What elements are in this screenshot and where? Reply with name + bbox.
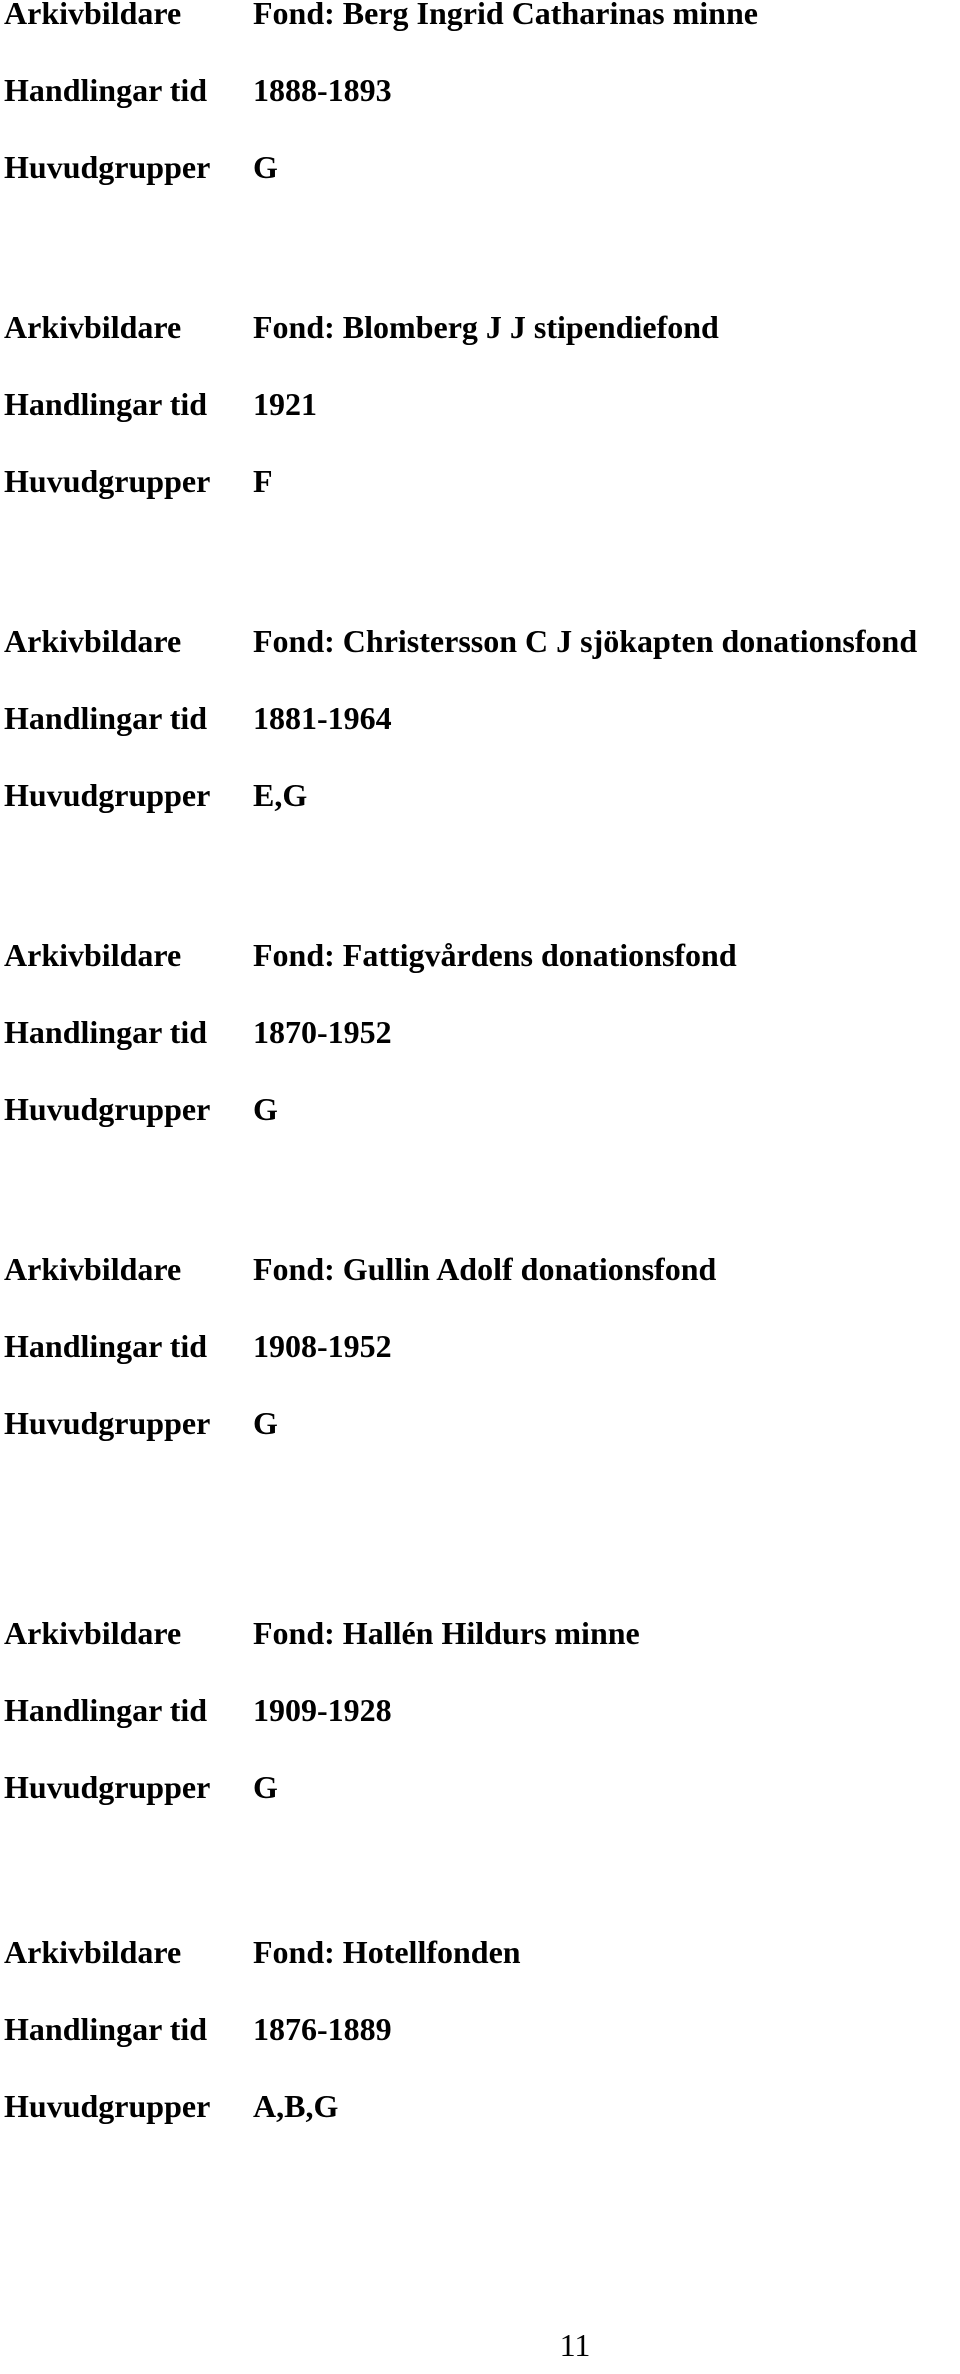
value-fond: Fond: Fattigvårdens donationsfond (253, 937, 737, 973)
row-arkivbildare (4, 309, 944, 386)
page-number: 11 (559, 2327, 591, 2363)
row-handlingar-tid (4, 700, 944, 777)
archive-entry (4, 1615, 944, 1846)
label-handlingar-tid: Handlingar tid (4, 700, 208, 736)
row-huvudgrupper (4, 463, 944, 540)
value-tid: 1881-1964 (253, 700, 392, 736)
value-tid: 1921 (253, 386, 317, 422)
value-grupper: E,G (253, 777, 308, 813)
row-arkivbildare (4, 937, 944, 1014)
archive-entry (4, 309, 944, 540)
row-handlingar-tid (4, 1014, 944, 1091)
label-handlingar-tid: Handlingar tid (4, 386, 208, 422)
value-grupper: A,B,G (253, 2088, 339, 2124)
label-huvudgrupper: Huvudgrupper (4, 1405, 211, 1441)
row-huvudgrupper (4, 1405, 944, 1482)
row-arkivbildare (4, 1934, 944, 2011)
value-tid: 1908-1952 (253, 1328, 392, 1364)
row-handlingar-tid (4, 2011, 944, 2088)
archive-entry (4, 0, 944, 226)
row-handlingar-tid (4, 1328, 944, 1405)
row-handlingar-tid (4, 1692, 944, 1769)
value-fond: Fond: Hallén Hildurs minne (253, 1615, 640, 1651)
row-handlingar-tid (4, 386, 944, 463)
archive-entry (4, 1934, 944, 2165)
row-huvudgrupper (4, 2088, 944, 2165)
label-arkivbildare: Arkivbildare (4, 1251, 182, 1287)
label-arkivbildare: Arkivbildare (4, 1615, 182, 1651)
row-huvudgrupper (4, 1769, 944, 1846)
label-arkivbildare: Arkivbildare (4, 623, 182, 659)
label-arkivbildare: Arkivbildare (4, 1934, 182, 1970)
label-huvudgrupper: Huvudgrupper (4, 149, 211, 185)
row-arkivbildare (4, 1251, 944, 1328)
value-fond: Fond: Berg Ingrid Catharinas minne (253, 0, 758, 31)
value-fond: Fond: Gullin Adolf donationsfond (253, 1251, 717, 1287)
label-huvudgrupper: Huvudgrupper (4, 1769, 211, 1805)
value-tid: 1870-1952 (253, 1014, 392, 1050)
label-huvudgrupper: Huvudgrupper (4, 777, 211, 813)
value-grupper: G (253, 1091, 278, 1127)
value-fond: Fond: Blomberg J J stipendiefond (253, 309, 719, 345)
label-handlingar-tid: Handlingar tid (4, 1692, 208, 1728)
archive-entry (4, 937, 944, 1168)
row-arkivbildare (4, 0, 944, 72)
value-fond: Fond: Hotellfonden (253, 1934, 521, 1970)
row-huvudgrupper (4, 149, 944, 226)
value-tid: 1876-1889 (253, 2011, 392, 2047)
value-tid: 1909-1928 (253, 1692, 392, 1728)
row-huvudgrupper (4, 1091, 944, 1168)
value-grupper: G (253, 1405, 278, 1441)
row-handlingar-tid (4, 72, 944, 149)
archive-entry (4, 1251, 944, 1482)
label-arkivbildare: Arkivbildare (4, 0, 182, 31)
row-arkivbildare (4, 623, 944, 700)
label-huvudgrupper: Huvudgrupper (4, 463, 211, 499)
value-fond: Fond: Christersson C J sjökapten donationsfond (253, 623, 918, 659)
value-tid: 1888-1893 (253, 72, 392, 108)
label-handlingar-tid: Handlingar tid (4, 1014, 208, 1050)
label-handlingar-tid: Handlingar tid (4, 2011, 208, 2047)
value-grupper: G (253, 1769, 278, 1805)
label-huvudgrupper: Huvudgrupper (4, 2088, 211, 2124)
label-arkivbildare: Arkivbildare (4, 309, 182, 345)
label-arkivbildare: Arkivbildare (4, 937, 182, 973)
value-grupper: G (253, 149, 278, 185)
value-grupper: F (253, 463, 273, 499)
label-huvudgrupper: Huvudgrupper (4, 1091, 211, 1127)
label-handlingar-tid: Handlingar tid (4, 72, 208, 108)
label-handlingar-tid: Handlingar tid (4, 1328, 208, 1364)
archive-entry (4, 623, 944, 854)
row-huvudgrupper (4, 777, 944, 854)
row-arkivbildare (4, 1615, 944, 1692)
